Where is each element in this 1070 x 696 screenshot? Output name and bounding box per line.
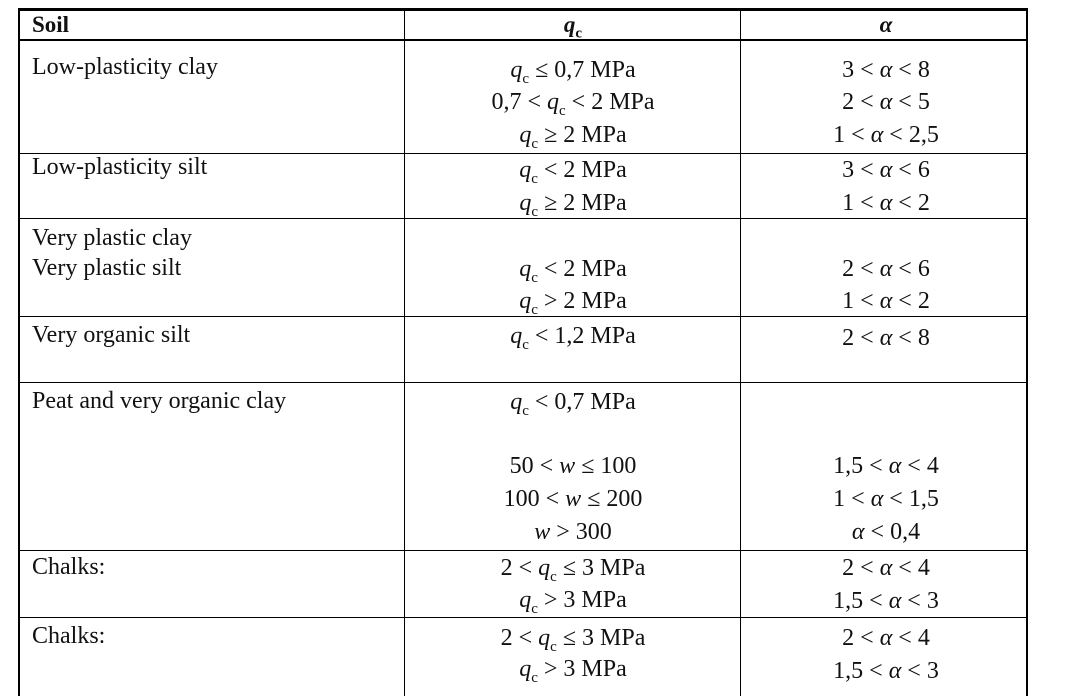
column-divider	[740, 11, 741, 696]
header-soil: Soil	[32, 12, 70, 37]
qc-value: $q_c \le 0,7$ MPa	[510, 57, 636, 87]
alpha-value: α < 0,4	[851, 519, 921, 545]
qc-value: $q_c \ge 2$ MPa	[519, 190, 627, 220]
row-divider	[20, 382, 1026, 383]
alpha-value: 1,5 < α < 3	[833, 588, 939, 614]
column-divider	[404, 11, 405, 696]
soil-name: Very plastic silt	[32, 255, 182, 281]
soil-name: Low-plasticity silt	[32, 154, 208, 180]
alpha-value: 1 < α < 2	[842, 288, 930, 314]
table-header	[20, 11, 1026, 41]
qc-value: $q_c > 3$ MPa	[519, 587, 627, 617]
soil-name: Low-plasticity clay	[32, 54, 218, 80]
water-content-range: 100 < w ≤ 200	[503, 486, 643, 512]
qc-value: $q_c \ge 2$ MPa	[519, 122, 627, 152]
water-content-range: 50 < w ≤ 100	[509, 453, 637, 479]
soil-name: Very organic silt	[32, 322, 191, 348]
soil-name: Very plastic clay	[32, 225, 192, 251]
alpha-value: 2 < α < 4	[842, 555, 930, 581]
header-alpha: α	[879, 12, 893, 37]
alpha-value: 3 < α < 8	[842, 57, 930, 83]
qc-value: $q_c < 0,7$ MPa	[510, 389, 636, 419]
alpha-value: 1,5 < α < 4	[833, 453, 939, 479]
alpha-value: 3 < α < 6	[842, 157, 930, 183]
soil-name: Chalks:	[32, 554, 106, 580]
qc-value: $q_c < 2$ MPa	[519, 256, 627, 286]
alpha-value: 1,5 < α < 3	[833, 658, 939, 684]
soil-name: Chalks:	[32, 623, 106, 649]
qc-value: $q_c > 3$ MPa	[519, 656, 627, 686]
soil-name: Peat and very organic clay	[32, 388, 287, 414]
soil-alpha-table	[18, 8, 1028, 696]
qc-value: $0,7 < q_c < 2$ MPa	[491, 89, 655, 119]
qc-value: $q_c < 2$ MPa	[519, 157, 627, 187]
qc-value: $2 < q_c \le 3$ MPa	[500, 555, 646, 585]
alpha-value: 2 < α < 8	[842, 325, 930, 351]
qc-value: $q_c > 2$ MPa	[519, 288, 627, 318]
alpha-value: 2 < α < 4	[842, 625, 930, 651]
qc-value: $q_c < 1,2$ MPa	[510, 323, 636, 353]
qc-value: $2 < q_c \le 3$ MPa	[500, 625, 646, 655]
water-content-range: w > 300	[534, 519, 612, 545]
alpha-value: 2 < α < 6	[842, 256, 930, 282]
alpha-value: 1 < α < 2,5	[833, 122, 939, 148]
header-qc: $q_c$	[563, 12, 583, 42]
alpha-value: 1 < α < 1,5	[833, 486, 939, 512]
alpha-value: 1 < α < 2	[842, 190, 930, 216]
alpha-value: 2 < α < 5	[842, 89, 930, 115]
row-divider	[20, 550, 1026, 551]
